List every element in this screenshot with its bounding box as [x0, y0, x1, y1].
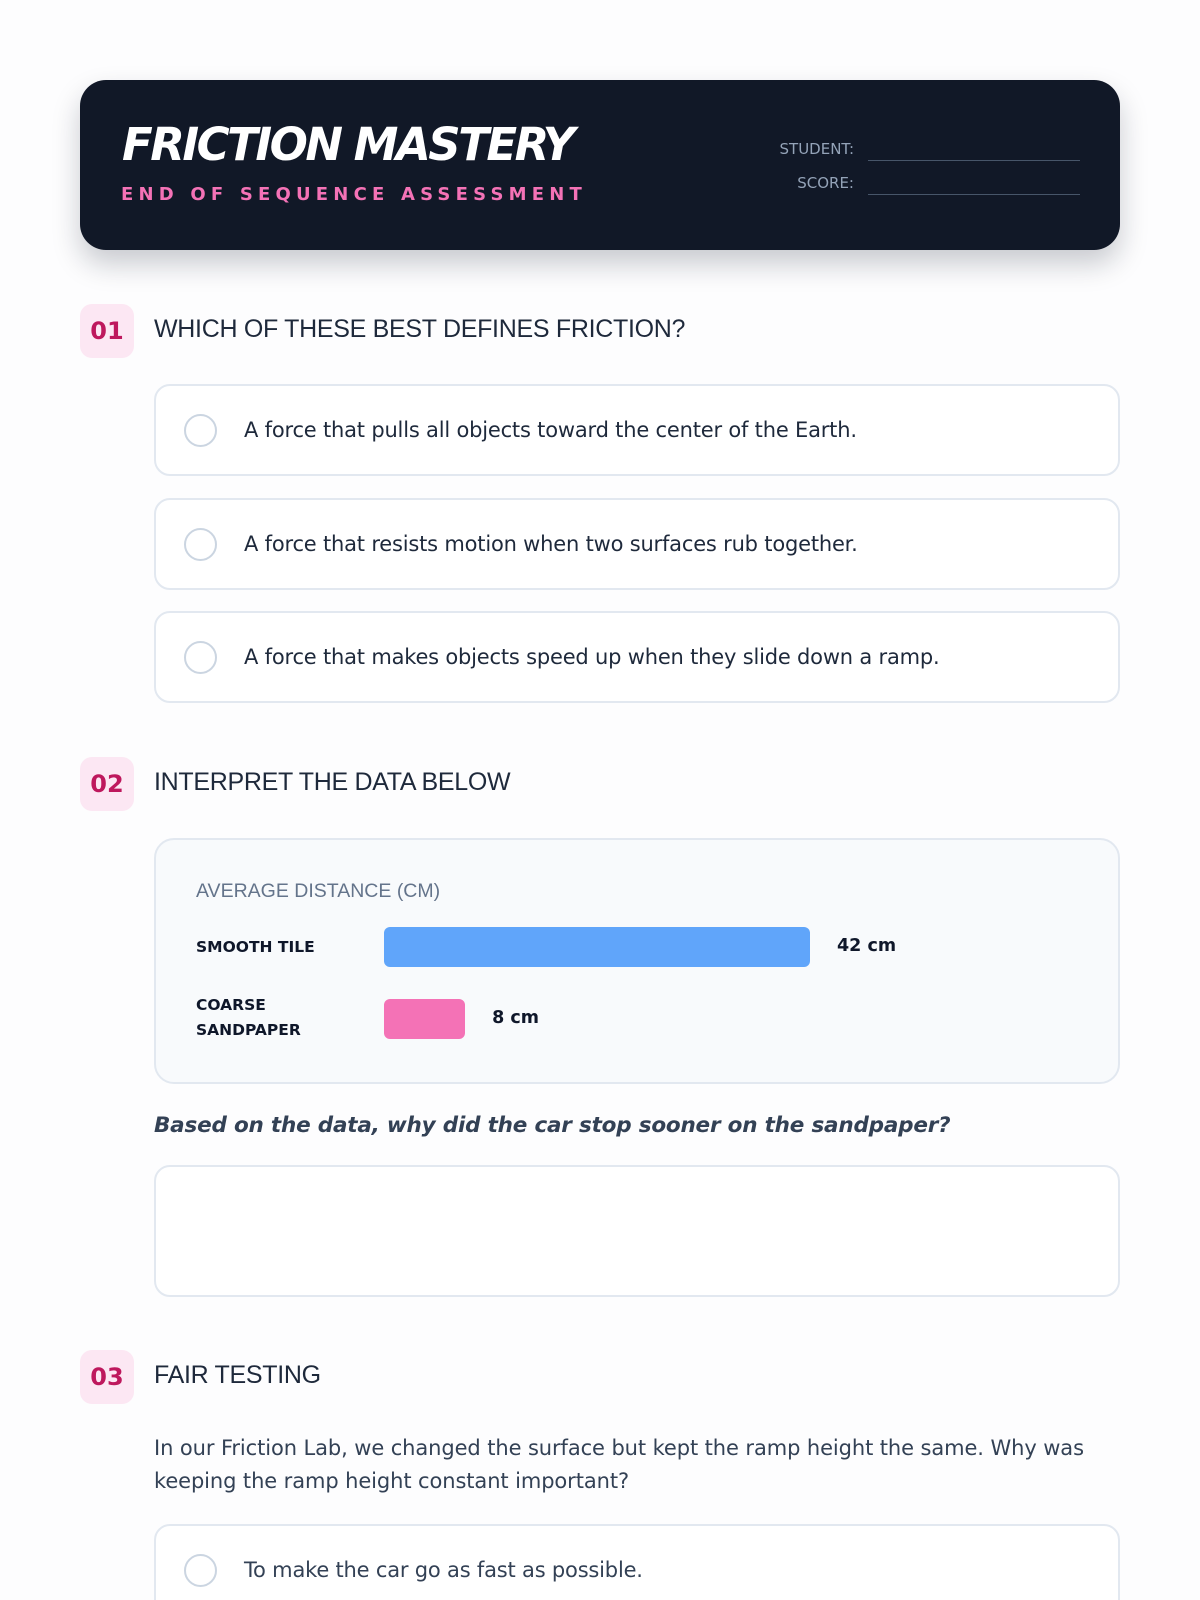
radio-button[interactable] [184, 1554, 217, 1587]
question-number-badge: 03 [80, 1350, 134, 1404]
answer-option-text: A force that makes objects speed up when they slide down a ramp. [244, 644, 940, 669]
answer-option-text: A force that resists motion when two surfaces rub together. [244, 531, 858, 556]
radio-button[interactable] [184, 641, 217, 674]
assessment-header [80, 80, 1120, 250]
student-name-field[interactable] [868, 160, 1080, 161]
chart-category-label: SMOOTH TILE [196, 938, 315, 956]
radio-button[interactable] [184, 414, 217, 447]
question-title: WHICH OF THESE BEST DEFINES FRICTION? [154, 315, 686, 343]
answer-option-text: A force that pulls all objects toward the center of the Earth. [244, 417, 857, 442]
radio-button[interactable] [184, 528, 217, 561]
question-body-text: In our Friction Lab, we changed the surface but kept the ramp height the same. Why was keeping the ramp height constant important? [154, 1436, 1084, 1493]
score-label: SCORE: [797, 174, 854, 192]
student-label: STUDENT: [779, 140, 854, 158]
answer-option-text: To make the car go as fast as possible. [244, 1557, 643, 1582]
chart-category-label: COARSE SANDPAPER [196, 996, 301, 1039]
answer-option[interactable] [154, 611, 1120, 703]
question-number-badge: 02 [80, 757, 134, 811]
question-number-badge: 01 [80, 304, 134, 358]
page-subtitle: END OF SEQUENCE ASSESSMENT [121, 184, 587, 205]
answer-option[interactable] [154, 498, 1120, 590]
question-title: INTERPRET THE DATA BELOW [154, 768, 511, 796]
chart-bar [384, 999, 465, 1039]
answer-textarea[interactable] [154, 1165, 1120, 1297]
answer-option[interactable] [154, 384, 1120, 476]
question-title: FAIR TESTING [154, 1361, 321, 1389]
question-prompt: Based on the data, why did the car stop sooner on the sandpaper? [154, 1113, 951, 1138]
page-title: FRICTION MASTERY [122, 118, 573, 171]
score-field[interactable] [868, 194, 1080, 195]
answer-option[interactable] [154, 1524, 1120, 1600]
chart-bar [384, 927, 810, 967]
chart-title: AVERAGE DISTANCE (CM) [196, 880, 441, 902]
chart-value-label: 42 cm [837, 936, 897, 956]
bar-chart [154, 838, 1120, 1084]
chart-value-label: 8 cm [492, 1008, 540, 1028]
